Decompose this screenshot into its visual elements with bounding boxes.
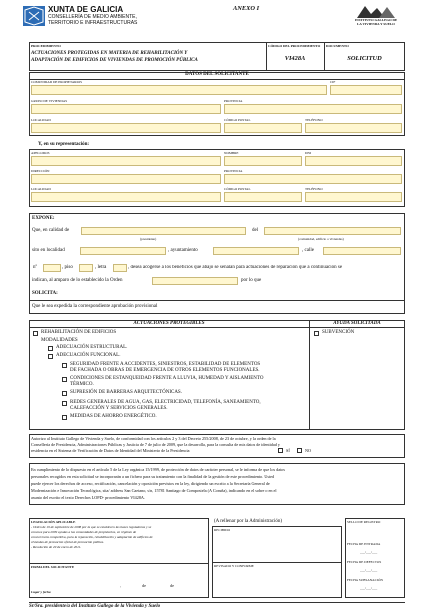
autoriza-no-checkbox[interactable] (297, 448, 302, 453)
fecha-entrada-slots: ___/___/___ (360, 550, 378, 554)
provincia-label: PROVINCIA (224, 99, 243, 103)
documento-label: DOCUMENTO (326, 44, 349, 48)
indican-text: indican, al amparo de lo establecido la Orden (32, 278, 123, 283)
autoriza-line-3: residencia en el Sistema de Verificación de Datos de Identidad del Ministerio de la Presidencia (31, 448, 190, 453)
firma-label: FIRMA DEL SOLICITANTE (31, 565, 75, 569)
xunta-title: XUNTA DE GALICIA (48, 5, 124, 14)
cif-field[interactable] (330, 85, 402, 95)
fecha-entrada-label: FECHA DE ENTRADA (347, 542, 381, 546)
recibido-label: RECIBIDO (214, 528, 231, 532)
ley-line-4: Modernización e Innovación Tecnológica, sita/ address San Caetano, s/n, 15781 Santiago de Compostela (A Coruña), indicando en el sobre o en el (31, 488, 277, 493)
sello-label: SELLO DE REGISTRO (347, 520, 381, 524)
rehab-checkbox[interactable] (33, 331, 38, 336)
piso-field[interactable] (79, 264, 93, 272)
conselleria-line-1: CONSELLERÍA DE MEDIO AMBIENTE, (48, 14, 137, 20)
ley-line-1: En cumplimiento de lo dispuesto en el artículo 5 de la Ley orgánica 15/1999, de protección de datos de carácter personal, se le informa de que los datos (31, 467, 285, 472)
estructural-checkbox[interactable] (48, 346, 53, 351)
ayuntamiento-field[interactable] (213, 247, 299, 255)
legislacion-line-5: - Resolución de 29 de enero de 2011. (31, 545, 82, 549)
estanqueidad-label-2: TÉRMICO. (70, 382, 94, 387)
apellidos-label: APELLIDOS (31, 151, 50, 155)
subvencion-label: SUBVENCIÓN (322, 330, 355, 335)
legislacion-line-2: convoca para 2009 ayudas a las comunidades de propietarios, en régimen de (31, 530, 137, 534)
localidad-field[interactable] (31, 123, 221, 133)
actuaciones-title: ACTUACIONES PROTEGIBLES (133, 321, 205, 326)
anexo-label: ANEXO I (233, 5, 260, 12)
rep-localidad-field[interactable] (31, 192, 221, 202)
ley-line-5: asunto del escrito el texto Derechos LOPD- procedimiento VI428A. (31, 495, 146, 500)
seguridad-label-1: SEGURIDAD FRENTE A ACCIDENTES, SINIESTROS, ESTABILIDAD DE ELEMENTOS (70, 362, 261, 367)
telefono-label: TELÉFONO (305, 118, 323, 122)
nombre-label: NOMBRE (224, 151, 239, 155)
rep-provincia-field[interactable] (224, 174, 402, 184)
autoriza-si-label: SÍ (286, 448, 290, 453)
estructural-label: ADECUACIÓN ESTRUCTURAL. (56, 345, 128, 350)
procedure-title-2: ADAPTACIÓN DE EDIFICIOS DE VIVIENDAS DE PROMOCIÓN PÚBLICA (31, 58, 198, 63)
rep-cp-field[interactable] (224, 192, 302, 202)
solicitante-title: DATOS DEL SOLICITANTE (185, 72, 249, 77)
calle-text: , calle (302, 248, 314, 253)
fecha-subsanacion-label: FECHA SUBSANACIÓN (347, 578, 383, 582)
letra-text: , letra (95, 265, 107, 270)
redes-label-1: REDES GENERALES DE AGUA, GAS, ELECTRICIDAD, TELEFONÍA, SANEAMIENTO, (70, 400, 261, 405)
orden-field[interactable] (152, 277, 238, 285)
revisado-label: REVISADO Y CONFORME (214, 564, 254, 568)
comunidad-field[interactable] (31, 85, 327, 95)
fecha-subsanacion-slots: ___/___/___ (360, 586, 378, 590)
fecha-defectos-slots: ___/___/___ (360, 568, 378, 572)
provincia-field[interactable] (224, 104, 402, 114)
firma-de-1: de (142, 583, 146, 588)
autoriza-si-checkbox[interactable] (278, 448, 283, 453)
presidente-hint: (presidente) (140, 237, 157, 241)
seguridad-checkbox[interactable] (62, 363, 67, 368)
del-text: del (252, 228, 259, 233)
ley-line-2: personales recogidos en esta solicitud se incorporarán a un fichero para su tratamiento con la finalidad de la gestión de este procedimiento. Usted (31, 474, 275, 479)
telefono-field[interactable] (305, 123, 402, 133)
representacion-title: Y, en su representación: (38, 142, 90, 147)
ley-line-3: puede ejercer los derechos de acceso, rectificación, cancelación y oposición previstos en la ley, dirigiendo un escrito a la Secretaría General de (31, 481, 270, 486)
ayto-text: , ayuntamiento (168, 248, 198, 253)
grupo-field[interactable] (31, 104, 221, 114)
comunidad-hint: (comunidad, edificio o viviendas) (298, 237, 344, 241)
ahorro-label: MEDIDAS DE AHORRO ENERGÉTICO. (70, 414, 157, 419)
direccion-field[interactable] (31, 174, 221, 184)
letra-field[interactable] (113, 264, 127, 272)
instituto-line-2: LA VIVIENDA Y SUELO (357, 22, 395, 26)
apellidos-field[interactable] (31, 156, 221, 166)
desea-text: , desea acogerse a los beneficios que abajo se señalan para actuaciones de reparación que a continuación se (128, 265, 343, 270)
por-text: por lo que (241, 278, 262, 283)
rep-cp-label: CÓDIGO POSTAL (224, 187, 251, 191)
cif-label: CIF (330, 80, 336, 84)
ahorro-checkbox[interactable] (62, 415, 67, 420)
solicita-title: SOLICITA: (32, 291, 58, 296)
numero-field[interactable] (43, 264, 61, 272)
autoriza-line-1: Autorizo al Instituto Gallego de Vivienda y Suelo, de conformidad con los artículos 2 y 3 del Decreto 255/2008, de 23 de octubre, y la orden de la (31, 436, 276, 441)
rep-provincia-label: PROVINCIA (224, 169, 243, 173)
rep-telefono-field[interactable] (305, 192, 402, 202)
lugar-fecha-label: Lugar y fecha (31, 590, 51, 594)
rehab-label: REHABILITACIÓN DE EDIFICIOS (41, 330, 117, 335)
modalidades-label: MODALIDADES (41, 338, 78, 343)
funcional-label: ADECUACIÓN FUNCIONAL. (56, 353, 121, 358)
xunta-logo (23, 6, 45, 26)
redes-checkbox[interactable] (62, 401, 67, 406)
dni-field[interactable] (305, 156, 402, 166)
autoriza-no-label: NO (305, 448, 312, 453)
instituto-line-1: INSTITUTO GALLEGO DE (354, 18, 398, 22)
calle-field[interactable] (323, 247, 401, 255)
comunidad-expone-field[interactable] (264, 227, 401, 235)
expone-title: EXPONE: (32, 216, 55, 221)
calidad-field[interactable] (81, 227, 246, 235)
firma-comma: , (120, 583, 122, 588)
legislacion-line-4: viviendas de promoción oficial de promoción pública. (31, 540, 105, 544)
ayuda-title: AYUDA SOLICITADA (333, 321, 381, 326)
que-se-text: Que le sea expedida la correspondiente aprobación provisional (32, 304, 158, 309)
firma-de-2: de (170, 583, 174, 588)
redes-label-2: CALEFACCIÓN Y SERVICIOS GENERALES. (70, 406, 168, 411)
que-calidad-text: Que, en calidad de (32, 228, 70, 233)
footer-recipient: Sr/Sra. presidente/a del Instituto Gallego de la Vivienda y Suelo (29, 604, 161, 609)
seguridad-label-2: DE FACHADA O OBRAS DE EMERGENCIA DE OTROS ELEMENTOS FUNCIONALES. (70, 368, 260, 373)
procedure-title-1: ACTUACIONES PROTEGIDAS EN MATERIA DE REHABILITACIÓN Y (31, 51, 188, 56)
direccion-label: DIRECCIÓN (31, 169, 50, 173)
barreras-label: SUPRESIÓN DE BARRERAS ARQUITECTÓNICAS. (70, 390, 182, 395)
sito-text: sito en localidad (32, 248, 65, 253)
fecha-defectos-label: FECHA DE DEFECTOS (347, 560, 382, 564)
admin-title: (A rellenar por la Administración) (214, 519, 283, 524)
sito-localidad-field[interactable] (80, 247, 166, 255)
legislacion-line-1: - Orden de 19 de septiembre de 2008 por la que se establecen las bases reguladoras y se (31, 525, 152, 529)
cp-label: CÓDIGO POSTAL (224, 118, 251, 122)
legislacion-line-3: concurrencia competitiva, para la reparación, rehabilitación y adaptación de edificios de (31, 535, 153, 539)
localidad-label: LOCALIDAD (31, 118, 51, 122)
numero-text: nº (33, 265, 38, 270)
grupo-label: GRUPO DE VIVIENDAS (31, 99, 68, 103)
piso-text: , piso (62, 265, 73, 270)
comunidad-label: COMUNIDAD DE PROPIETARIOS (31, 80, 82, 84)
document-type: SOLICITUD (347, 55, 382, 62)
estanqueidad-label-1: CONDICIONES DE ESTANQUEIDAD FRENTE A LLUVIA, HUMEDAD Y AISLAMIENTO (70, 376, 264, 381)
instituto-logo (357, 4, 395, 18)
funcional-checkbox[interactable] (48, 354, 53, 359)
subvencion-checkbox[interactable] (314, 331, 319, 336)
barreras-checkbox[interactable] (62, 391, 67, 396)
rep-localidad-label: LOCALIDAD (31, 187, 51, 191)
rep-telefono-label: TELÉFONO (305, 187, 323, 191)
conselleria-line-2: TERRITORIO E INFRAESTRUCTURAS (48, 20, 138, 26)
procedure-code: VI428A (284, 55, 306, 62)
dni-label: DNI (305, 151, 312, 155)
autoriza-line-2: Consellería de Presidencia, Administraciones Públicas y Justicia de 7 de julio de 2009, que la desarrolla, para la consulta de mis datos de identidad y (31, 442, 280, 447)
estanqueidad-checkbox[interactable] (62, 377, 67, 382)
cp-field[interactable] (224, 123, 302, 133)
legislacion-title: LEGISLACIÓN APLICABLE (31, 520, 76, 524)
codigo-label: CÓDIGO DEL PROCEDIMIENTO (268, 44, 321, 48)
nombre-field[interactable] (224, 156, 302, 166)
procedimiento-label: PROCEDIMIENTO (31, 44, 61, 48)
